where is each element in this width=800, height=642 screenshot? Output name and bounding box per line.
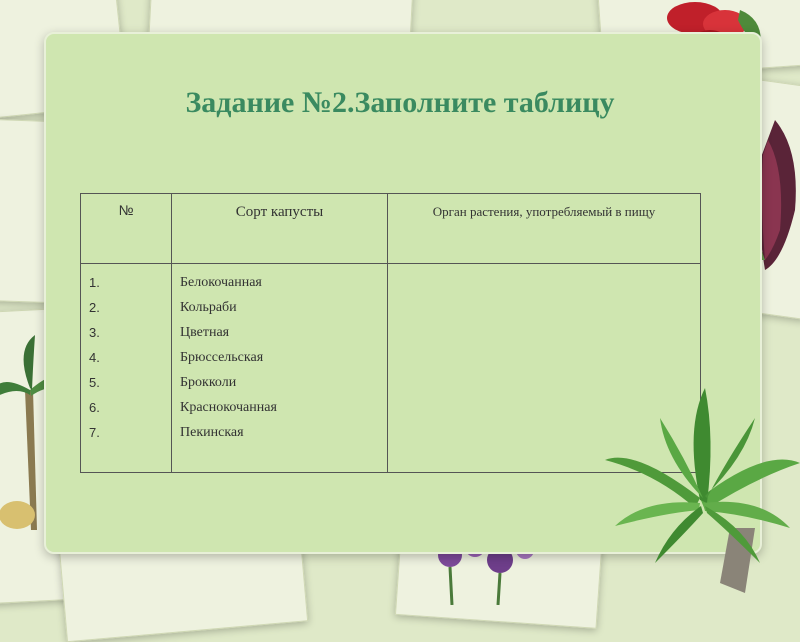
column-header-organ: Орган растения, употребляемый в пищу <box>388 194 701 264</box>
row-number: 4. <box>89 350 100 365</box>
variety-item: Пекинская <box>180 425 244 440</box>
variety-cell <box>172 264 388 473</box>
row-number: 7. <box>89 425 100 440</box>
row-number: 1. <box>89 275 100 290</box>
row-number: 6. <box>89 400 100 415</box>
variety-item: Цветная <box>180 325 230 340</box>
column-header-variety: Сорт капусты <box>172 194 388 264</box>
variety-item: Краснокочанная <box>180 400 277 415</box>
slide-title: Задание №2.Заполните таблицу <box>185 86 615 119</box>
row-number: 5. <box>89 375 100 390</box>
variety-item: Брокколи <box>180 375 237 390</box>
variety-item: Кольраби <box>180 300 237 315</box>
row-number: 3. <box>89 325 100 340</box>
row-number: 2. <box>89 300 100 315</box>
number-cell <box>81 264 172 473</box>
table-header-row <box>81 194 701 264</box>
succulent-plant-icon <box>595 378 800 598</box>
variety-item: Брюссельская <box>180 350 264 365</box>
variety-item: Белокочанная <box>180 275 262 290</box>
column-header-number: № <box>81 194 172 264</box>
